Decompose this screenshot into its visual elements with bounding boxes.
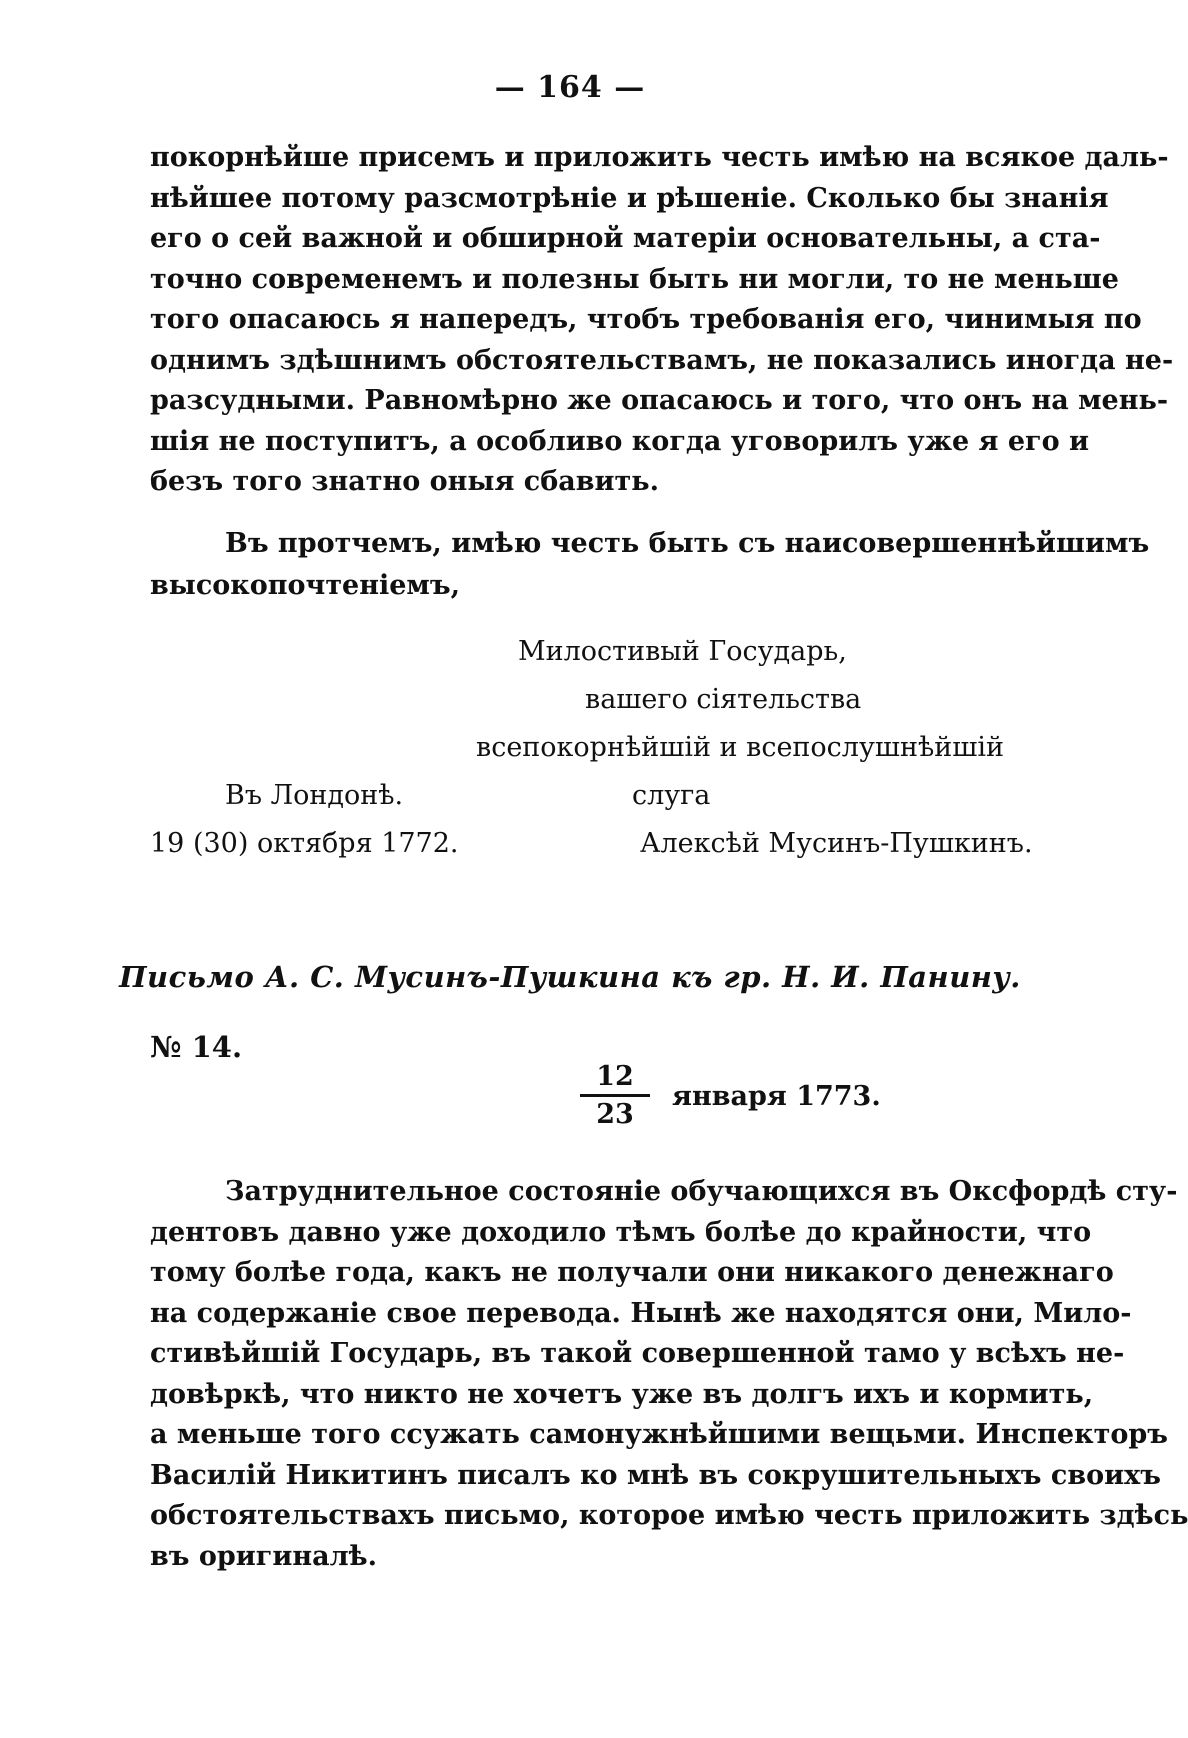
text-line: стивѣйшій Государь, въ такой совершенной тамо у всѣхъ не-: [150, 1338, 1125, 1369]
text-line: нѣйшее потому разсмотрѣніе и рѣшеніе. Сколько бы знанія: [150, 182, 1109, 214]
signature-humble: всепокорнѣйшій и всепослушнѣйшій: [476, 732, 1004, 763]
text-line: дентовъ давно уже доходило тѣмъ болѣе до крайности, что: [150, 1216, 1092, 1248]
text-line: тому болѣе года, какъ не получали они никакого денежнаго: [150, 1257, 1114, 1288]
text-line: довѣркѣ, что никто не хочетъ уже въ долгъ ихъ и кормить,: [150, 1378, 1094, 1410]
date-new-style: 23: [596, 1099, 634, 1130]
text-line: покорнѣйше присемъ и приложить честь имѣю на всякое даль-: [150, 142, 1169, 173]
text-line: однимъ здѣшнимъ обстоятельствамъ, не показались иногда не-: [150, 344, 1174, 376]
signature-name: Алексѣй Мусинъ-Пушкинъ.: [640, 828, 1033, 859]
letter-heading: Письмо А. С. Мусинъ-Пушкина къ гр. Н. И. Панину.: [119, 960, 1021, 994]
text-line: а меньше того ссужать самонужнѣйшими вещьми. Инспекторъ: [150, 1419, 1168, 1450]
signature-title: вашего сіятельства: [585, 684, 862, 715]
page-number: — 164 —: [494, 70, 646, 105]
closing-line-2: высокопочтеніемъ,: [150, 570, 460, 601]
text-line: Затруднительное состояніе обучающихся въ Оксфордѣ сту-: [225, 1176, 1178, 1207]
paragraph-continuation: [150, 138, 1174, 503]
signature-servant: слуга: [632, 780, 711, 811]
text-line: безъ того знатно оныя сбавить.: [150, 466, 659, 497]
letter-date-dual: [580, 1060, 881, 1133]
text-line: Василій Никитинъ писалъ ко мнѣ въ сокрушительныхъ своихъ: [150, 1459, 1161, 1491]
closing-line-1: Въ протчемъ, имѣю честь быть съ наисовершеннѣйшимъ: [225, 528, 1150, 559]
paragraph-letter-body: [150, 1172, 1188, 1577]
letter-place: Въ Лондонѣ.: [225, 780, 404, 811]
text-line: того опасаюсь я напередъ, чтобъ требованія его, чинимыя по: [150, 304, 1142, 335]
text-line: разсудными. Равномѣрно же опасаюсь и того, что онъ на мень-: [150, 385, 1169, 416]
text-line: въ оригиналѣ.: [150, 1540, 378, 1572]
text-line: шія не поступитъ, а особливо когда уговорилъ уже я его и: [150, 425, 1090, 457]
salutation: Милостивый Государь,: [518, 636, 847, 667]
text-line: точно современемъ и полезны быть ни могли, то не меньше: [150, 263, 1119, 295]
text-line: на содержаніе свое перевода. Нынѣ же находятся они, Мило-: [150, 1297, 1132, 1329]
date-old-style: 12: [596, 1061, 634, 1092]
date-fraction: [580, 1060, 650, 1133]
text-line: обстоятельствахъ письмо, которое имѣю честь приложить здѣсь: [150, 1500, 1188, 1531]
text-line: его о сей важной и обширной матеріи основательны, а ста-: [150, 223, 1101, 254]
letter-date: 19 (30) октября 1772.: [150, 828, 459, 859]
date-month-year: января 1773.: [672, 1081, 881, 1112]
letter-number: № 14.: [150, 1030, 243, 1064]
